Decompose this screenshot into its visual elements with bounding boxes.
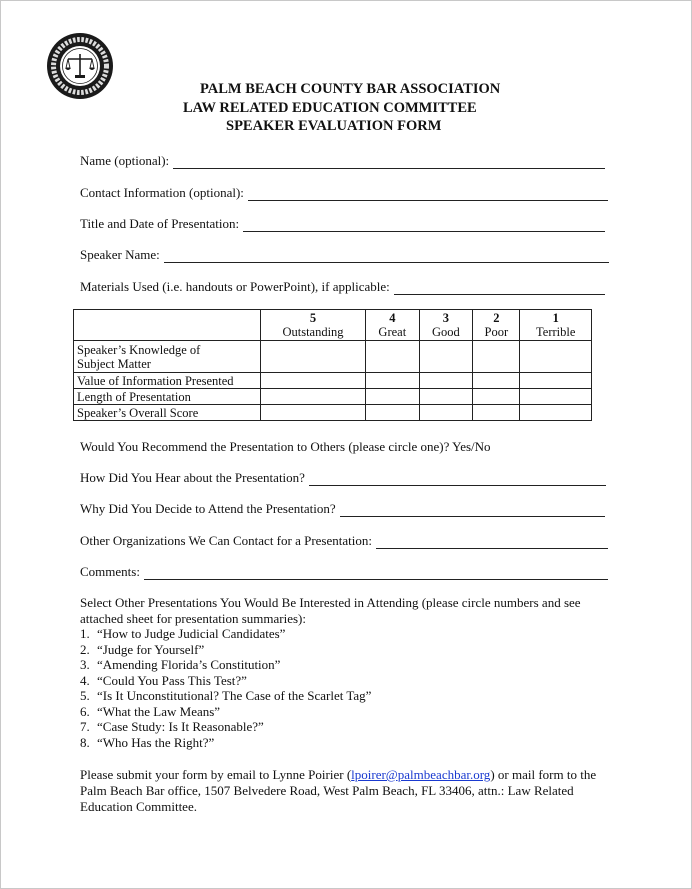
item-title: “How to Judge Judicial Candidates”: [97, 626, 286, 641]
list-item[interactable]: [80, 673, 371, 689]
item-number: 1.: [80, 626, 90, 641]
rating-label: Poor: [484, 325, 509, 339]
comments-field[interactable]: [80, 562, 608, 580]
recommend-question: Would You Recommend the Presentation to Others (please circle one)? Yes/No: [80, 439, 491, 454]
table-row: [74, 389, 592, 405]
rating-label: Outstanding: [282, 325, 344, 339]
list-item[interactable]: [80, 719, 371, 735]
form-title: SPEAKER EVALUATION FORM: [226, 118, 442, 134]
title-date-input-line[interactable]: [243, 218, 605, 232]
rating-table: [73, 309, 592, 421]
item-number: 2.: [80, 641, 90, 657]
other-orgs-input-line[interactable]: [376, 535, 608, 549]
rating-cell[interactable]: [473, 405, 520, 421]
comments-label: Comments:: [80, 564, 140, 579]
rating-cell[interactable]: [419, 405, 473, 421]
table-row: [74, 373, 592, 389]
list-item[interactable]: [80, 735, 371, 751]
criterion-length: Length of Presentation: [74, 389, 261, 405]
criterion-overall: Speaker’s Overall Score: [74, 405, 261, 421]
rating-cell[interactable]: [261, 373, 366, 389]
contact-input-line[interactable]: [248, 187, 608, 201]
rating-label: Great: [378, 325, 407, 339]
rating-cell[interactable]: [366, 341, 420, 373]
item-number: 8.: [80, 734, 90, 750]
rating-header-row: [74, 310, 592, 341]
other-orgs-label: Other Organizations We Can Contact for a Presentation:: [80, 533, 372, 548]
rating-cell[interactable]: [473, 373, 520, 389]
item-title: “Is It Unconstitutional? The Case of the Scarlet Tag”: [97, 688, 372, 703]
organization-title: PALM BEACH COUNTY BAR ASSOCIATION: [200, 81, 501, 97]
rating-cell[interactable]: [419, 389, 473, 405]
speaker-name-field-label: Speaker Name:: [80, 247, 160, 262]
bar-association-seal: [46, 32, 114, 100]
item-number: 6.: [80, 703, 90, 719]
rating-cell[interactable]: [520, 389, 592, 405]
list-item[interactable]: [80, 626, 371, 642]
rating-cell[interactable]: [261, 405, 366, 421]
rating-number: 2: [493, 311, 500, 325]
instructions-text-end: ) or mail form to the Palm Beach Bar office, 1507 Belvedere Road, West Palm Beach, FL 33406, attn.: Law Related Education Committee.: [80, 767, 597, 814]
list-item[interactable]: [80, 704, 371, 720]
rating-cell[interactable]: [366, 389, 420, 405]
title-date-field-label: Title and Date of Presentation:: [80, 216, 240, 231]
list-item[interactable]: [80, 657, 371, 673]
rating-label: Terrible: [536, 325, 576, 339]
name-field[interactable]: [80, 151, 605, 169]
rating-label: Good: [432, 325, 460, 339]
why-attend-field[interactable]: [80, 499, 605, 517]
rating-column-3: [419, 310, 473, 341]
rating-cell[interactable]: [520, 341, 592, 373]
materials-field-label: Materials Used (i.e. handouts or PowerPoint), if applicable:: [80, 279, 390, 294]
rating-number: 4: [389, 311, 396, 325]
speaker-name-input-line[interactable]: [164, 249, 609, 263]
item-number: 7.: [80, 719, 90, 734]
item-number: 4.: [80, 672, 90, 688]
comments-input-line[interactable]: [144, 566, 608, 580]
rating-cell[interactable]: [520, 405, 592, 421]
item-title: “Who Has the Right?”: [97, 734, 215, 750]
criterion-line: Subject Matter: [77, 356, 151, 371]
rating-number: 1: [552, 311, 559, 325]
instructions-text-start: Please submit your form by email to Lynne Poirier (: [80, 767, 352, 782]
committee-title: LAW RELATED EDUCATION COMMITTEE: [183, 99, 477, 116]
rating-cell[interactable]: [473, 341, 520, 373]
rating-column-5: [261, 310, 366, 341]
item-title: “What the Law Means”: [97, 703, 221, 719]
rating-cell[interactable]: [520, 373, 592, 389]
rating-column-2: [473, 310, 520, 341]
item-title: “Amending Florida’s Constitution”: [97, 657, 281, 672]
presentations-intro: Select Other Presentations You Would Be Interested in Attending (please circle numbers and see attached sheet for presentation summaries):: [80, 595, 581, 626]
hear-about-input-line[interactable]: [309, 472, 606, 486]
criterion-value: Value of Information Presented: [74, 373, 261, 389]
item-title: “Case Study: Is It Reasonable?”: [97, 719, 264, 734]
email-link[interactable]: lpoirer@palmbeachbar.org: [351, 767, 491, 782]
item-number: 5.: [80, 688, 90, 703]
table-row: [74, 341, 592, 373]
rating-column-1: [520, 310, 592, 341]
criterion-line: Speaker’s Knowledge of: [77, 342, 201, 357]
list-item[interactable]: [80, 642, 371, 658]
list-item[interactable]: [80, 688, 371, 704]
rating-cell[interactable]: [366, 373, 420, 389]
hear-about-label: How Did You Hear about the Presentation?: [80, 470, 305, 485]
rating-number: 3: [442, 311, 450, 325]
rating-cell[interactable]: [473, 389, 520, 405]
rating-cell[interactable]: [261, 341, 366, 373]
rating-column-4: [366, 310, 420, 341]
why-attend-label: Why Did You Decide to Attend the Presentation?: [80, 501, 336, 516]
hear-about-field[interactable]: [80, 468, 606, 486]
contact-field[interactable]: [80, 183, 608, 201]
criteria-header-cell: [74, 310, 261, 341]
materials-input-line[interactable]: [394, 281, 605, 295]
item-title: “Judge for Yourself”: [97, 641, 205, 657]
presentations-list: [80, 626, 371, 750]
submission-instructions: [80, 767, 615, 815]
item-title: “Could You Pass This Test?”: [97, 672, 247, 688]
name-input-line[interactable]: [173, 155, 605, 169]
other-orgs-field[interactable]: [80, 531, 608, 549]
rating-number: 5: [309, 311, 317, 325]
contact-field-label: Contact Information (optional):: [80, 185, 244, 200]
table-row: [74, 405, 592, 421]
item-number: 3.: [80, 657, 90, 672]
materials-field[interactable]: [80, 277, 605, 295]
rating-cell[interactable]: [366, 405, 420, 421]
rating-cell[interactable]: [419, 373, 473, 389]
rating-cell[interactable]: [419, 341, 473, 373]
rating-cell[interactable]: [261, 389, 366, 405]
criterion-knowledge: [74, 341, 261, 373]
title-date-field[interactable]: [80, 214, 605, 232]
speaker-name-field[interactable]: [80, 245, 609, 263]
why-attend-input-line[interactable]: [340, 503, 605, 517]
name-field-label: Name (optional):: [80, 153, 170, 168]
